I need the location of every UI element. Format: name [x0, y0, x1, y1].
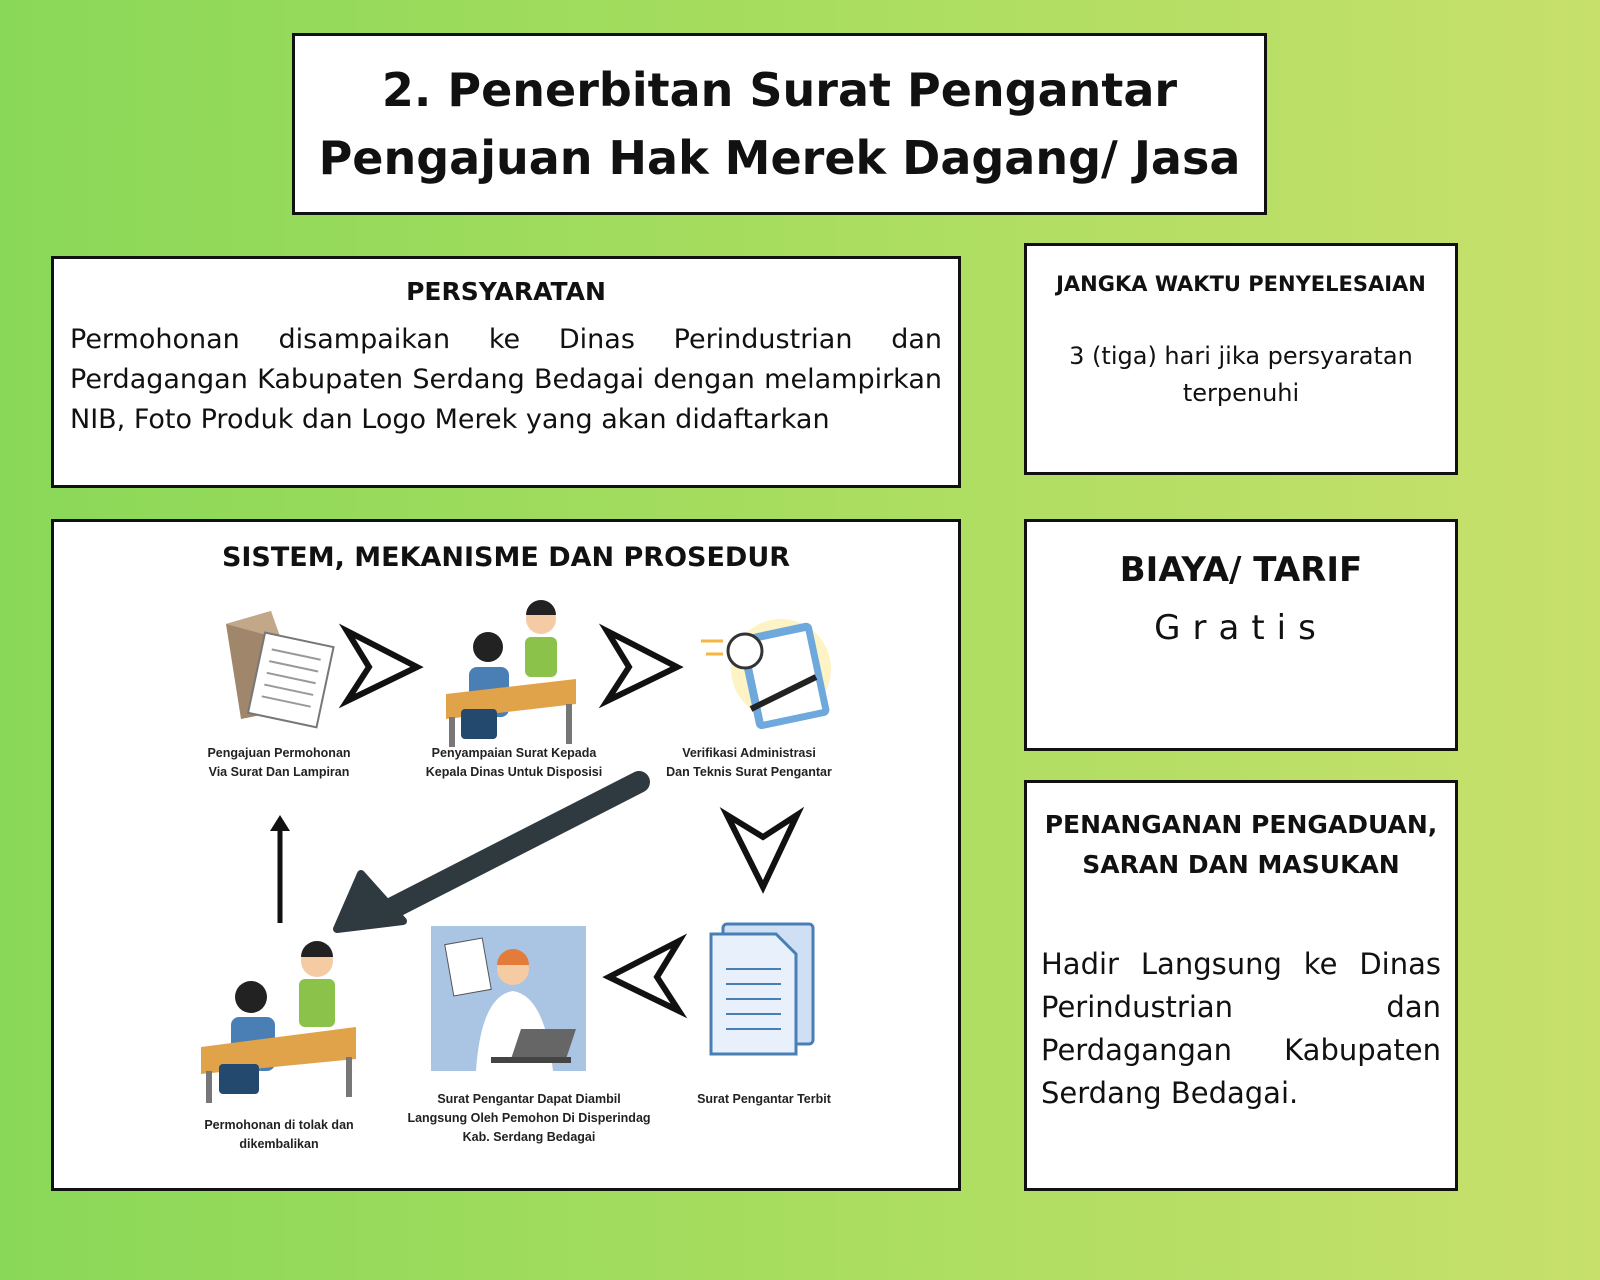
- complaints-heading: PENANGANAN PENGADUAN, SARAN DAN MASUKAN: [1044, 810, 1438, 879]
- meeting-desk-icon: [446, 600, 576, 747]
- arrow-right-icon: [607, 631, 677, 701]
- caption-line: dikembalikan: [239, 1137, 319, 1151]
- caption-line: Surat Pengantar Dapat Diambil: [437, 1092, 621, 1106]
- clipboard-checklist-icon: [701, 619, 831, 730]
- procedure-box: [51, 519, 961, 1191]
- fee-value: Gratis: [1154, 608, 1328, 648]
- requirements-heading: PERSYARATAN: [406, 277, 606, 306]
- caption-line: Via Surat Dan Lampiran: [208, 765, 350, 779]
- fee-heading: BIAYA/ TARIF: [1119, 550, 1363, 590]
- caption-line: Kepala Dinas Untuk Disposisi: [425, 765, 603, 779]
- person-laptop-icon: [431, 926, 586, 1071]
- duration-text: 3 (tiga) hari jika persyaratan terpenuhi: [1069, 342, 1413, 407]
- step-4-caption: [664, 1090, 864, 1109]
- title-line-1: 2. Penerbitan Surat Pengantar: [381, 63, 1178, 117]
- step-5-caption: [384, 1090, 674, 1147]
- caption-line: Penyampaian Surat Kepada: [431, 746, 597, 760]
- caption-line: Surat Pengantar Terbit: [697, 1092, 831, 1106]
- step-3-caption: [644, 744, 854, 782]
- caption-line: Verifikasi Administrasi: [682, 746, 816, 760]
- meeting-desk-icon: [201, 941, 356, 1103]
- arrow-right-icon: [347, 631, 417, 701]
- step-2-caption: [404, 744, 624, 782]
- complaints-text: Hadir Langsung ke Dinas Perindustrian dan Perdagangan Kabupaten Serdang Bedagai.: [1041, 947, 1441, 1110]
- complaints-box: [1024, 780, 1458, 1191]
- duration-heading: JANGKA WAKTU PENYELESAIAN: [1056, 272, 1426, 296]
- step-6-caption: [179, 1116, 379, 1154]
- arrow-left-icon: [609, 941, 679, 1011]
- caption-line: Permohonan di tolak dan: [204, 1118, 354, 1132]
- caption-line: Langsung Oleh Pemohon Di Disperindag: [407, 1111, 651, 1125]
- title-line-2: Pengajuan Hak Merek Dagang/ Jasa: [318, 131, 1241, 185]
- caption-line: Kab. Serdang Bedagai: [462, 1130, 596, 1144]
- arrow-down-icon: [727, 815, 797, 887]
- title-box: [292, 33, 1267, 215]
- step-1-caption: [179, 744, 379, 782]
- fee-box: [1024, 519, 1458, 751]
- requirements-box: [51, 256, 961, 488]
- documents-icon: [711, 924, 813, 1054]
- duration-box: [1024, 243, 1458, 475]
- procedure-heading: SISTEM, MEKANISME DAN PROSEDUR: [221, 542, 791, 573]
- envelope-document-icon: [226, 611, 334, 727]
- arrow-up-icon: [270, 815, 290, 923]
- requirements-text: Permohonan disampaikan ke Dinas Perindustrian dan Perdagangan Kabupaten Serdang Bedagai dengan melampirkan NIB, Foto Produk dan Logo Merek yang akan didaftarkan: [70, 324, 942, 435]
- caption-line: Dan Teknis Surat Pengantar: [666, 765, 832, 779]
- caption-line: Pengajuan Permohonan: [207, 746, 351, 760]
- arrow-back-diagonal-icon: [337, 782, 639, 929]
